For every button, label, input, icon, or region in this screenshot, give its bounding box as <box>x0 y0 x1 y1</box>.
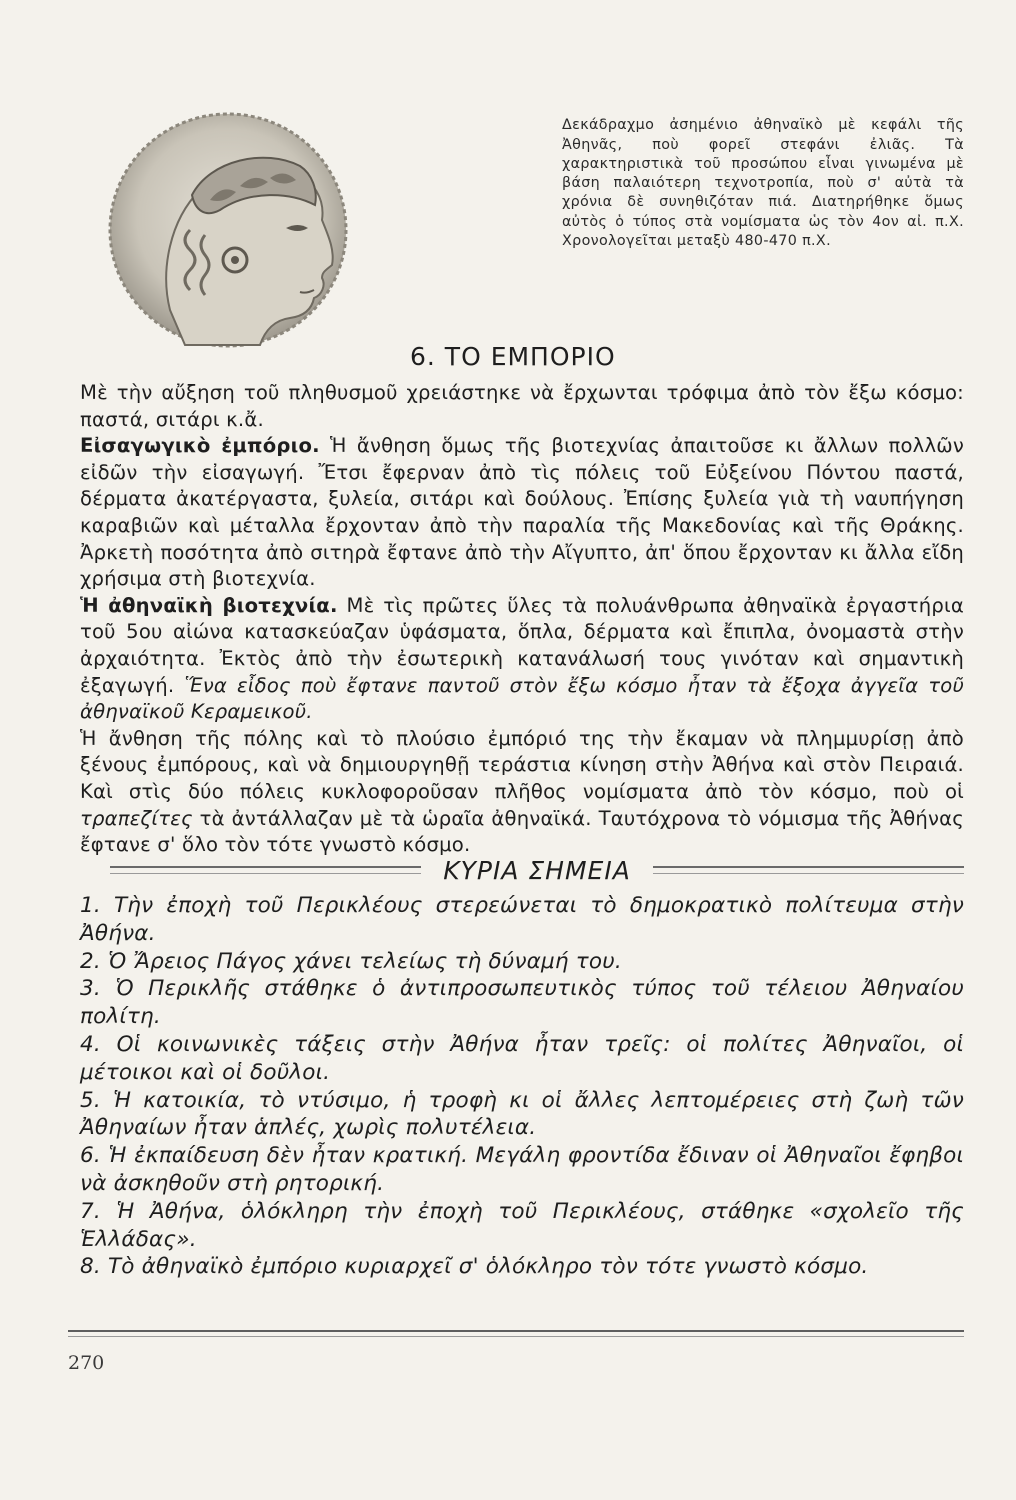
summary-title: ΚΥΡΙΑ ΣΗΜΕΙΑ <box>443 855 631 885</box>
key-point: 8. Τὸ ἀθηναϊκὸ ἐμπόριο κυριαρχεῖ σ' ὁλόκληρο τὸν τότε γνωστὸ κόσμο. <box>80 1254 869 1280</box>
key-point: 1. Τὴν ἐποχὴ τοῦ Περικλέους στερεώνεται τὸ δημοκρατικὸ πολίτευμα στὴν Ἀθήνα. <box>80 893 964 946</box>
coin-photo <box>100 100 350 350</box>
paragraph: Μὲ τὴν αὔξηση τοῦ πληθυσμοῦ χρειάστηκε νὰ ἔρχωνται τρόφιμα ἀπὸ τὸν ἔξω κόσμο: παστά, σιτάρι κ.ἄ. <box>80 381 964 431</box>
paragraph-lead: Ἡ ἀθηναϊκὴ βιοτεχνία. <box>80 593 338 617</box>
key-point: 7. Ἡ Ἀθήνα, ὁλόκληρη τὴν ἐποχὴ τοῦ Περικλέους, στάθηκε «σχολεῖο τῆς Ἑλλάδας». <box>80 1198 964 1252</box>
page-number: 270 <box>68 1352 105 1374</box>
section-title: 6. ΤΟ ΕΜΠΟΡΙΟ <box>410 342 616 371</box>
paragraph-italic: τραπεζίτες <box>80 806 193 830</box>
body-text <box>80 380 964 859</box>
paragraph-text: τὰ ἀντάλλαζαν μὲ τὰ ὡραῖα ἀθηναϊκά. Ταυτόχρονα τὸ νόμισμα τῆς Ἀθήνας ἔφτανε σ' ὅλο τὸν τότε γνωστὸ κόσμο. <box>80 806 964 857</box>
paragraph-lead: Εἰσαγωγικὸ ἐμπόριο. <box>80 434 320 458</box>
paragraph-text: Μὲ τὶς πρῶτες ὕλες τὰ πολυάνθρωπα ἀθηναϊκὰ ἐργαστήρια τοῦ 5ου αἰώνα κατασκεύαζαν ὑφάσματα, ὅπλα, δέρματα καὶ ἔπιπλα, ὀνομαστὰ στὴν ἀρχαιότητα. Ἐκτὸς ἀπὸ τὴν ἐσωτερικὴ κατανάλωσή τους γινόταν καὶ σημαντικὴ ἐξαγωγή. <box>80 593 964 697</box>
key-point: 6. Ἡ ἐκπαίδευση δὲν ἦταν κρατική. Μεγάλη φροντίδα ἔδιναν οἱ Ἀθηναῖοι ἔφηβοι νὰ ἀσκηθοῦν στὴ ρητορική. <box>80 1143 964 1196</box>
paragraph-text: Ἡ ἄνθηση τῆς πόλης καὶ τὸ πλούσιο ἐμπόριό της τὴν ἔκαμαν νὰ πλημμυρίσῃ ἀπὸ ξένους ἐμπόρους, καὶ νὰ δημιουργηθῇ τεράστια κίνηση στὴν Ἀθήνα καὶ στὸν Πειραιά. Καὶ στὶς δύο πόλεις κυκλοφοροῦσαν πλῆθος νομίσματα ἀπὸ τὸν κόσμο, ποὺ οἱ <box>80 726 964 803</box>
bottom-rule <box>68 1330 964 1337</box>
key-point: 4. Οἱ κοινωνικὲς τάξεις στὴν Ἀθήνα ἦταν τρεῖς: οἱ πολίτες Ἀθηναῖοι, οἱ μέτοικοι καὶ οἱ δοῦλοι. <box>80 1031 964 1085</box>
summary-header <box>110 852 964 888</box>
key-point: 2. Ὁ Ἄρειος Πάγος χάνει τελείως τὴ δύναμή του. <box>80 948 622 974</box>
paragraph <box>80 433 964 593</box>
summary-rule-left <box>110 866 421 874</box>
key-point: 3. Ὁ Περικλῆς στάθηκε ὁ ἀντιπροσωπευτικὸς τύπος τοῦ τέλειου Ἀθηναίου πολίτη. <box>80 976 964 1030</box>
key-points-list <box>80 892 964 1281</box>
key-point: 5. Ἡ κατοικία, τὸ ντύσιμο, ἡ τροφὴ κι οἱ ἄλλες λεπτομέρειες στὴ ζωὴ τῶν Ἀθηναίων ἦταν ἁπλές, χωρὶς πολυτέλεια. <box>80 1087 964 1141</box>
coin-caption: Δεκάδραχμο ἀσημένιο ἀθηναϊκὸ μὲ κεφάλι τῆς Ἀθηνᾶς, ποὺ φορεῖ στεφάνι ἐλιᾶς. Τὰ χαρακτηριστικὰ τοῦ προσώπου εἶναι γινωμένα μὲ βάση παλαιότερη τεχνοτροπία, ποὺ σ' αὐτὰ τὰ χρόνια δὲ συνηθιζόταν πιά. Διατηρήθηκε ὅμως αὐτὸς ὁ τύπος στὰ νομίσματα ὡς τὸν 4ον αἰ. π.Χ. Χρονολογεῖται μεταξὺ 480-470 π.Χ. <box>562 117 964 250</box>
paragraph <box>80 726 964 859</box>
paragraph-italic: Ἕνα εἶδος ποὺ ἔφτανε παντοῦ στὸν ἔξω κόσμο ἦταν τὰ ἔξοχα ἀγγεῖα τοῦ ἀθηναϊκοῦ Κεραμεικοῦ. <box>80 673 965 724</box>
summary-rule-right <box>653 866 964 874</box>
paragraph <box>80 593 964 726</box>
paragraph-text: Ἡ ἄνθηση ὅμως τῆς βιοτεχνίας ἀπαιτοῦσε κι ἄλλων πολλῶν εἰδῶν τὴν εἰσαγωγή. Ἔτσι ἔφερναν ἀπὸ τὶς πόλεις τοῦ Εὐξείνου Πόντου παστά, δέρματα ἀκατέργαστα, ξυλεία, σιτάρι καὶ δούλους. Ἐπίσης ξυλεία γιὰ τὴ ναυπήγηση καραβιῶν καὶ μέταλλα ἔρχονταν ἀπὸ τὴν παραλία τῆς Μακεδονίας καὶ τῆς Θράκης. Ἀρκετὴ ποσότητα ἀπὸ σιτηρὰ ἔφτανε ἀπὸ τὴν Αἴγυπτο, ἀπ' ὅπου ἔρχονταν κι ἄλλα εἴδη χρήσιμα στὴ βιοτεχνία. <box>80 434 964 591</box>
